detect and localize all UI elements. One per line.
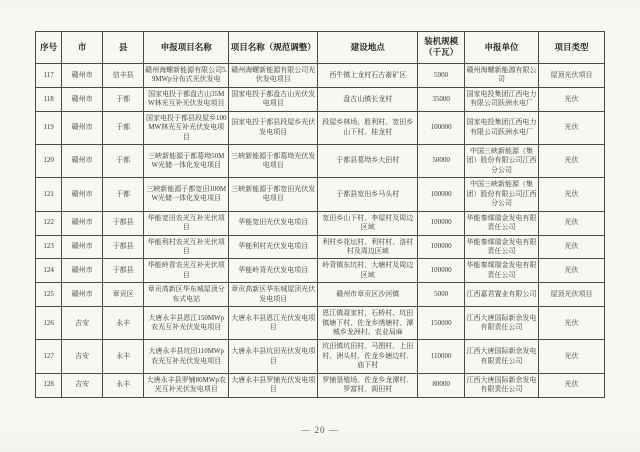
- cell-type-row-122: 光伏: [538, 211, 604, 235]
- cell-county-row-119: 于都: [103, 111, 144, 144]
- cell-capacity-row-125: 5000: [418, 283, 465, 307]
- cell-capacity-row-127: 110000: [418, 340, 465, 373]
- cell-no-row-119: 119: [36, 111, 62, 144]
- cell-type-row-128: 光伏: [538, 373, 604, 397]
- cell-county-row-127: 永丰: [103, 340, 144, 373]
- cell-no-row-121: 121: [36, 178, 62, 211]
- cell-city-row-120: 赣州市: [62, 145, 103, 178]
- cell-city-row-124: 赣州市: [62, 259, 103, 283]
- cell-adjusted-name-row-128: 大唐永丰县罗铺光伏发电项目: [229, 373, 318, 397]
- cell-adjusted-name-row-122: 华能宽田光伏发电项目: [229, 211, 318, 235]
- cell-location-row-128: 罗铺垦殖场、佐龙乡龙潭村、罗富村、阁田村: [318, 373, 418, 397]
- table-row-124: [36, 259, 605, 283]
- cell-no-row-127: 127: [36, 340, 62, 373]
- column-header-col-declared-name: 申报项目名称: [144, 32, 229, 64]
- cell-declared-name-row-127: 大唐永丰县坑田110MWp农光互补光伏发电项目: [144, 340, 229, 373]
- cell-county-row-128: 永丰: [103, 373, 144, 397]
- cell-type-row-118: 光伏: [538, 87, 604, 111]
- table-row-117: [36, 63, 605, 87]
- cell-no-row-122: 122: [36, 211, 62, 235]
- cell-capacity-row-117: 5900: [418, 63, 465, 87]
- column-header-col-county: 县: [103, 32, 144, 64]
- table-header-row: [36, 32, 605, 64]
- cell-county-row-123: 于都县: [103, 235, 144, 259]
- cell-city-row-126: 吉安: [62, 307, 103, 340]
- cell-declared-name-row-128: 大唐永丰县罗铺80MWp农光互补光伏发电项目: [144, 373, 229, 397]
- cell-applicant-row-117: 赣州海螺新能源有限公司: [464, 63, 538, 87]
- cell-location-row-118: 盘古山镇长龙村: [318, 87, 418, 111]
- cell-applicant-row-120: 中国三峡新能源（集团）股份有限公司江西分公司: [464, 145, 538, 178]
- cell-no-row-125: 125: [36, 283, 62, 307]
- cell-location-row-125: 赣州市章贡区沙河镇: [318, 283, 418, 307]
- cell-applicant-row-118: 国家电投集团江西电力有限公司跃洲水电厂: [464, 87, 538, 111]
- cell-city-row-125: 赣州市: [62, 283, 103, 307]
- cell-no-row-120: 120: [36, 145, 62, 178]
- table-row-121: [36, 178, 605, 211]
- cell-capacity-row-124: 100000: [418, 259, 465, 283]
- column-header-col-adjusted-name: 项目名称（规范调整）: [229, 32, 318, 64]
- cell-type-row-120: 光伏: [538, 145, 604, 178]
- cell-location-row-122: 宽田乡山下村、李屋村及周边区域: [318, 211, 418, 235]
- cell-adjusted-name-row-117: 赣州海螺新能源有限公司光伏发电项目: [229, 63, 318, 87]
- cell-type-row-121: 光伏: [538, 178, 604, 211]
- cell-declared-name-row-120: 三峡新能源于都葛坳50MW光储一体化发电项目: [144, 145, 229, 178]
- cell-adjusted-name-row-123: 华能利村光伏发电项目: [229, 235, 318, 259]
- cell-capacity-row-123: 100000: [418, 235, 465, 259]
- cell-applicant-row-127: 江西大唐国际新余发电有限责任公司: [464, 340, 538, 373]
- cell-capacity-row-121: 100000: [418, 178, 465, 211]
- cell-declared-name-row-117: 赣州海螺新能源有限公司5.9MWp分布式光伏发电: [144, 63, 229, 87]
- cell-no-row-117: 117: [36, 63, 62, 87]
- column-header-col-city: 市: [62, 32, 103, 64]
- cell-no-row-124: 124: [36, 259, 62, 283]
- cell-location-row-121: 于都县宽田乡马头村: [318, 178, 418, 211]
- cell-county-row-117: 信丰县: [103, 63, 144, 87]
- table-row-120: [36, 145, 605, 178]
- cell-adjusted-name-row-119: 国家电投于都县段屋乡光伏发电项目: [229, 111, 318, 144]
- table-row-127: [36, 340, 605, 373]
- cell-county-row-126: 永丰: [103, 307, 144, 340]
- cell-city-row-118: 赣州市: [62, 87, 103, 111]
- cell-location-row-127: 坑田镇坑田村、马围村、上田村、洲头村、佐龙乡塘边村、庙下村: [318, 340, 418, 373]
- cell-declared-name-row-118: 国家电投于都盘古山35MW林光互补光伏发电项目: [144, 87, 229, 111]
- cell-location-row-124: 岭背镇东坑村、大塘村及周边区域: [318, 259, 418, 283]
- cell-declared-name-row-125: 章贡高新区华东城屋顶分布式电站: [144, 283, 229, 307]
- cell-declared-name-row-123: 华能利村农光互补光伏项目: [144, 235, 229, 259]
- cell-declared-name-row-121: 三峡新能源于都宽田100MW光储一体化发电项目: [144, 178, 229, 211]
- column-header-col-no: 序号: [36, 32, 62, 64]
- table-row-126: [36, 307, 605, 340]
- cell-capacity-row-118: 35000: [418, 87, 465, 111]
- cell-applicant-row-121: 中国三峡新能源（集团）股份有限公司江西分公司: [464, 178, 538, 211]
- cell-location-row-120: 于都县葛坳乡大田村: [318, 145, 418, 178]
- cell-declared-name-row-126: 大唐永丰县恩江150MWp农光互补光伏发电项目: [144, 307, 229, 340]
- cell-adjusted-name-row-127: 大唐永丰县坑田光伏发电项目: [229, 340, 318, 373]
- cell-type-row-124: 光伏: [538, 259, 604, 283]
- cell-capacity-row-126: 150000: [418, 307, 465, 340]
- cell-type-row-127: 光伏: [538, 340, 604, 373]
- cell-adjusted-name-row-121: 三峡新能源于都宽田光伏发电项目: [229, 178, 318, 211]
- cell-county-row-121: 于都: [103, 178, 144, 211]
- cell-location-row-119: 段屋乡林场、胜利村、宽田乡山下村、桂龙村: [318, 111, 418, 144]
- cell-adjusted-name-row-125: 章贡高新区华东城屋顶光伏发电项目: [229, 283, 318, 307]
- page-number: — 20 —: [301, 425, 339, 435]
- cell-no-row-118: 118: [36, 87, 62, 111]
- cell-city-row-127: 吉安: [62, 340, 103, 373]
- table-row-118: [36, 87, 605, 111]
- cell-location-row-123: 利村乡花坛村、利村村、洛村村及周边区域: [318, 235, 418, 259]
- cell-adjusted-name-row-124: 华能岭背光伏发电项目: [229, 259, 318, 283]
- cell-adjusted-name-row-118: 国家电投于都盘古山光伏发电项目: [229, 87, 318, 111]
- cell-applicant-row-119: 国家电投集团江西电力有限公司跃洲水电厂: [464, 111, 538, 144]
- cell-adjusted-name-row-120: 三峡新能源于都葛坳光伏发电项目: [229, 145, 318, 178]
- cell-applicant-row-125: 江西嘉君置业有限公司: [464, 283, 538, 307]
- cell-county-row-120: 于都: [103, 145, 144, 178]
- table-row-119: [36, 111, 605, 144]
- cell-applicant-row-123: 华能秦煤瑞金发电有限责任公司: [464, 235, 538, 259]
- table-row-125: [36, 283, 605, 307]
- cell-location-row-117: 西牛镇上龙村石古嵛矿区: [318, 63, 418, 87]
- cell-type-row-126: 光伏: [538, 307, 604, 340]
- cell-city-row-123: 赣州市: [62, 235, 103, 259]
- cell-applicant-row-124: 华能秦煤瑞金发电有限责任公司: [464, 259, 538, 283]
- table-row-123: [36, 235, 605, 259]
- cell-declared-name-row-124: 华能岭背农光互补光伏项目: [144, 259, 229, 283]
- column-header-col-type: 项目类型: [538, 32, 604, 64]
- cell-declared-name-row-119: 国家电投于都县段屋乡100MW林光互补光伏发电项目: [144, 111, 229, 144]
- table-header: [36, 32, 605, 64]
- cell-county-row-125: 章贡区: [103, 283, 144, 307]
- cell-type-row-117: 屋顶光伏项目: [538, 63, 604, 87]
- cell-city-row-128: 吉安: [62, 373, 103, 397]
- cell-type-row-125: 屋顶光伏项目: [538, 283, 604, 307]
- cell-county-row-124: 于都县: [103, 259, 144, 283]
- cell-type-row-119: 光伏: [538, 111, 604, 144]
- cell-adjusted-name-row-126: 大唐永丰县恩江光伏发电项目: [229, 307, 318, 340]
- cell-capacity-row-120: 50000: [418, 145, 465, 178]
- cell-county-row-122: 于都县: [103, 211, 144, 235]
- cell-type-row-123: 光伏: [538, 235, 604, 259]
- table-row-122: [36, 211, 605, 235]
- column-header-col-applicant: 申报单位: [464, 32, 538, 64]
- cell-city-row-119: 赣州市: [62, 111, 103, 144]
- cell-applicant-row-122: 华能秦煤瑞金发电有限责任公司: [464, 211, 538, 235]
- cell-capacity-row-128: 80000: [418, 373, 465, 397]
- cell-no-row-123: 123: [36, 235, 62, 259]
- cell-county-row-118: 于都: [103, 87, 144, 111]
- column-header-col-capacity: 装机规模（千瓦）: [418, 32, 465, 64]
- cell-city-row-122: 赣州市: [62, 211, 103, 235]
- cell-applicant-row-128: 江西大唐国际新余发电有限责任公司: [464, 373, 538, 397]
- cell-city-row-121: 赣州市: [62, 178, 103, 211]
- cell-capacity-row-122: 100000: [418, 211, 465, 235]
- cell-capacity-row-119: 100000: [418, 111, 465, 144]
- cell-declared-name-row-122: 华能宽田农光互补光伏项目: [144, 211, 229, 235]
- project-table: [35, 31, 605, 398]
- cell-applicant-row-126: 江西大唐国际新余发电有限责任公司: [464, 307, 538, 340]
- cell-city-row-117: 赣州市: [62, 63, 103, 87]
- table-body: [36, 63, 605, 397]
- column-header-col-location: 建设地点: [318, 32, 418, 64]
- table-row-128: [36, 373, 605, 397]
- cell-location-row-126: 恩江镇聂家村、石桥村、坑田镇塘下村、佐龙乡绣塘村、潭城乡龙洲村、农业局麻: [318, 307, 418, 340]
- cell-no-row-126: 126: [36, 307, 62, 340]
- cell-no-row-128: 128: [36, 373, 62, 397]
